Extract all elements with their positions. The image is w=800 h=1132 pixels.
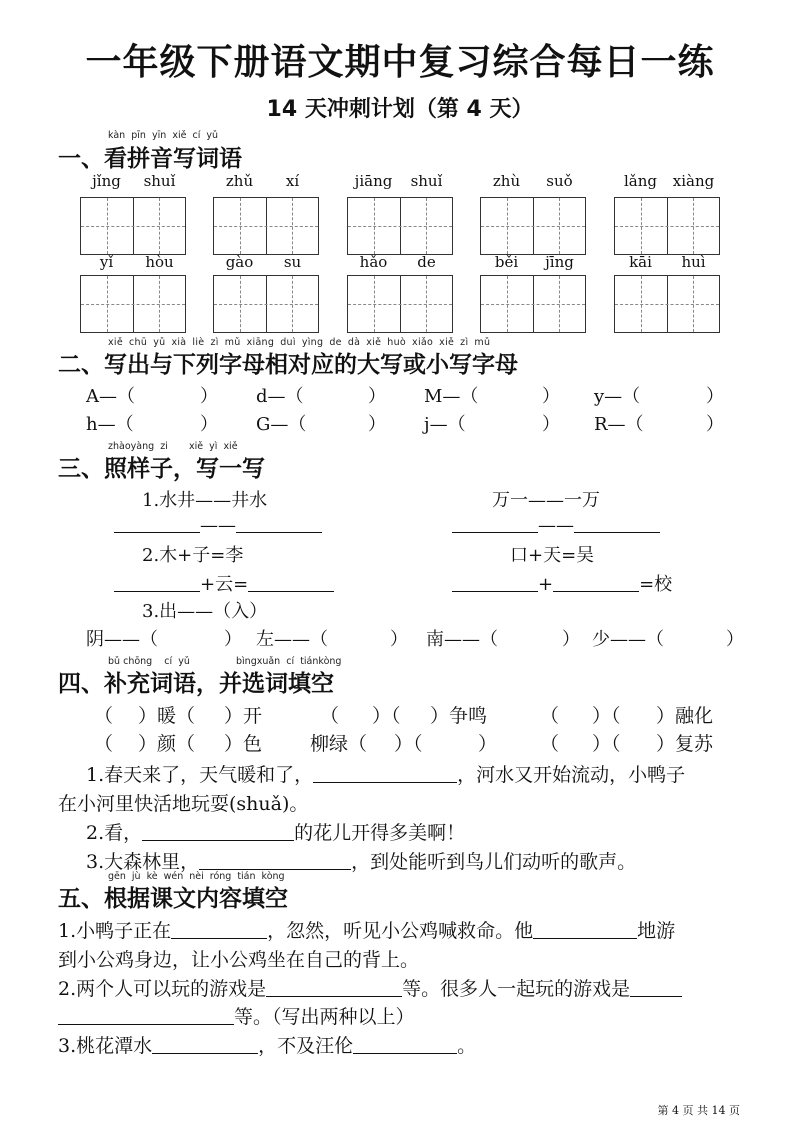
writing-grid-box[interactable] (614, 197, 720, 255)
opposite-zuo: 左——（ (256, 629, 328, 650)
pinyin-syllable: jù (131, 871, 141, 882)
letter-M: M—（ (424, 386, 479, 407)
writing-grid-box[interactable] (213, 275, 319, 333)
pinyin-syllable: kòng (261, 871, 285, 882)
example2-right: 口+天=吴 (510, 545, 595, 566)
example3: 3.出——（入） (142, 601, 268, 622)
paren-close: ） (200, 414, 218, 435)
section4-heading: 四、补充词语，并选词填空 (58, 671, 334, 697)
paren-open: （ (540, 733, 560, 755)
paren-close: ） (726, 629, 744, 650)
example1-answer-left: —— (114, 514, 322, 536)
paren-close: ） (562, 629, 580, 650)
example1-left: 1.水井——井水 (142, 490, 268, 511)
sentence-1-cont: 在小河里快活地玩耍(shuǎ)。 (58, 793, 309, 815)
paren-open: （ (320, 705, 340, 727)
blank[interactable] (630, 977, 682, 997)
paren-pair: ）（ (372, 705, 401, 727)
letter-A: A—（ (86, 386, 135, 407)
writing-grid-box[interactable] (480, 197, 586, 255)
letter-R: R—（ (594, 414, 644, 435)
pinyin-syllable: yǔ (153, 337, 166, 348)
pinyin-syllable: běi (494, 253, 519, 271)
paren-close: ） (200, 386, 218, 407)
fill-line-3: 2.两个人可以玩的游戏是 等。很多人一起玩的游戏是 (58, 974, 682, 1001)
paren-close: ） (706, 386, 724, 407)
word-fusu: ）复苏 (656, 733, 714, 755)
pinyin-syllable: jīng (545, 253, 574, 271)
paren-close: ） (368, 414, 386, 435)
fill-line-1: 1.小鸭子正在 ，忽然，听见小公鸡喊救命。他 地游 (58, 920, 676, 942)
paren-open: （ (94, 705, 114, 727)
example1-answer-right: —— (452, 514, 660, 536)
blank[interactable] (171, 919, 267, 939)
pinyin-syllable: zhù (492, 172, 521, 190)
writing-grid-box[interactable] (614, 275, 720, 333)
letter-G: G—（ (256, 414, 307, 435)
pinyin-syllable: mǔ (224, 337, 241, 348)
pinyin-syllable: su (283, 253, 302, 271)
paren-close: ） (542, 414, 560, 435)
blank[interactable] (114, 573, 200, 592)
blank[interactable] (236, 514, 322, 533)
opposite-nan: 南——（ (426, 629, 498, 650)
word-zhengming: ）争鸣 (430, 705, 488, 727)
pinyin-syllable: kāi (629, 253, 652, 271)
pinyin-syllable: xiǎo (412, 337, 434, 348)
pinyin-syllable: róng (209, 871, 232, 882)
section4-pinyin: bǔ chōng cí yǔ (108, 656, 190, 667)
page-number: 第 4 页 共 14 页 (657, 1104, 740, 1117)
letter-h: h—（ (86, 414, 134, 435)
section1-heading: 一、看拼音写词语 (58, 146, 242, 172)
blank[interactable] (553, 573, 639, 592)
example1-right: 万一——一万 (492, 490, 600, 511)
pinyin-syllable: xí (285, 172, 300, 190)
pinyin-syllable: gēn (108, 871, 126, 882)
paren-open: （ (94, 733, 114, 755)
paren-close: ） (390, 629, 408, 650)
opposite-yin: 阴——（ (86, 629, 158, 650)
pinyin-syllable: xiě (108, 337, 124, 348)
pinyin-syllable: huò (387, 337, 407, 348)
section5-heading: 五、根据课文内容填空 (58, 886, 288, 912)
blank[interactable] (114, 514, 200, 533)
pinyin-syllable: wén (163, 871, 184, 882)
blank[interactable] (533, 919, 637, 939)
paren-open: （ (540, 705, 560, 727)
fill-line-4: 等。（写出两种以上） (58, 1002, 415, 1029)
paren-close: ） (706, 414, 724, 435)
pinyin-syllable: zhǔ (225, 172, 254, 190)
example2-answer-right: + =校 (452, 570, 672, 596)
blank[interactable] (452, 573, 538, 592)
page-subtitle: 14 天冲刺计划（第 4 天） (266, 97, 534, 122)
writing-grid-box[interactable] (80, 197, 186, 255)
sentence-2: 2.看， 的花儿开得多美啊！ (86, 822, 466, 844)
section2-heading: 二、写出与下列字母相对应的大写或小写字母 (58, 352, 518, 378)
example2-left: 2.木+子=李 (142, 545, 244, 566)
pinyin-syllable: xiāng (246, 337, 275, 348)
opposite-shao: 少——（ (592, 629, 664, 650)
blank[interactable] (248, 573, 334, 592)
pinyin-syllable: jǐng (92, 172, 121, 190)
pinyin-syllable: shuǐ (143, 172, 176, 190)
section3-heading: 三、照样子，写一写 (58, 456, 265, 482)
pinyin-syllable: duì (280, 337, 296, 348)
pinyin-syllable: jiāng (354, 172, 393, 190)
sentence-1: 1.春天来了，天气暖和了， ，河水又开始流动，小鸭子 (86, 764, 686, 786)
pinyin-syllable: suǒ (546, 172, 573, 190)
letter-d: d—（ (256, 386, 304, 407)
page-title: 一年级下册语文期中复习综合每日一练 (85, 42, 715, 83)
word-nuan: ）暖（ (138, 705, 196, 727)
pinyin-syllable: zì (460, 337, 469, 348)
pinyin-syllable: tián (237, 871, 256, 882)
pinyin-syllable: xiàng (672, 172, 715, 190)
pinyin-syllable: zì (210, 337, 219, 348)
pinyin-syllable: hǎo (359, 253, 388, 271)
pinyin-syllable: mǔ (474, 337, 491, 348)
pinyin-syllable: lǎng (623, 172, 657, 190)
pinyin-syllable: huì (681, 253, 706, 271)
blank[interactable] (266, 977, 402, 997)
pinyin-syllable: xiě (366, 337, 382, 348)
pinyin-syllable: xiě (439, 337, 455, 348)
pinyin-syllable: kè (146, 871, 158, 882)
sentence-3: 3.大森林里， ，到处能听到鸟儿们动听的歌声。 (86, 851, 637, 873)
pinyin-syllable: de (329, 337, 342, 348)
pinyin-syllable: dà (347, 337, 361, 348)
blank[interactable] (199, 850, 351, 870)
paren-close: ） (478, 733, 498, 755)
section3-pinyin: zhàoyàng zi xiě yì xiě (108, 441, 238, 452)
pinyin-syllable: shuǐ (410, 172, 443, 190)
pinyin-syllable: yǐ (99, 253, 114, 271)
pinyin-syllable: liè (192, 337, 205, 348)
pinyin-syllable: yìng (301, 337, 324, 348)
example2-answer-left: +云= (114, 570, 334, 596)
writing-grid-box[interactable] (347, 197, 453, 255)
writing-grid-box[interactable] (347, 275, 453, 333)
paren-pair: ）（ (592, 705, 621, 727)
blank[interactable] (353, 1034, 457, 1054)
word-kai: ）开 (224, 705, 263, 727)
word-ronghua: ）融化 (656, 705, 714, 727)
writing-grid-box[interactable] (480, 275, 586, 333)
pinyin-syllable: gào (225, 253, 254, 271)
section1-pinyin: kàn pīn yīn xiě cí yǔ (108, 130, 219, 141)
word-se: ）色 (224, 733, 263, 755)
pinyin-syllable: xià (171, 337, 187, 348)
blank[interactable] (58, 1005, 234, 1025)
pinyin-syllable: de (417, 253, 436, 271)
paren-pair: ）（ (592, 733, 621, 755)
paren-pair: ）（ (394, 733, 423, 755)
word-yan: ）颜（ (138, 733, 196, 755)
paren-close: ） (368, 386, 386, 407)
section4-pinyin-2: bìngxuǎn cí tiánkòng (236, 656, 342, 667)
blank[interactable] (574, 514, 660, 533)
fill-line-5: 3.桃花潭水 ，不及汪伦 。 (58, 1035, 477, 1057)
pinyin-syllable: chū (129, 337, 148, 348)
pinyin-syllable: hòu (145, 253, 174, 271)
blank[interactable] (142, 821, 294, 841)
paren-close: ） (542, 386, 560, 407)
blank[interactable] (452, 514, 538, 533)
paren-close: ） (224, 629, 242, 650)
writing-grid-box[interactable] (80, 275, 186, 333)
blank[interactable] (152, 1034, 258, 1054)
writing-grid-box[interactable] (213, 197, 319, 255)
letter-y: y—（ (594, 386, 641, 407)
pinyin-syllable: nèi (189, 871, 204, 882)
word-liulv: 柳绿（ (310, 733, 368, 755)
letter-j: j—（ (424, 414, 466, 435)
blank[interactable] (313, 763, 457, 783)
fill-line-2: 到小公鸡身边，让小公鸡坐在自己的背上。 (58, 949, 420, 971)
